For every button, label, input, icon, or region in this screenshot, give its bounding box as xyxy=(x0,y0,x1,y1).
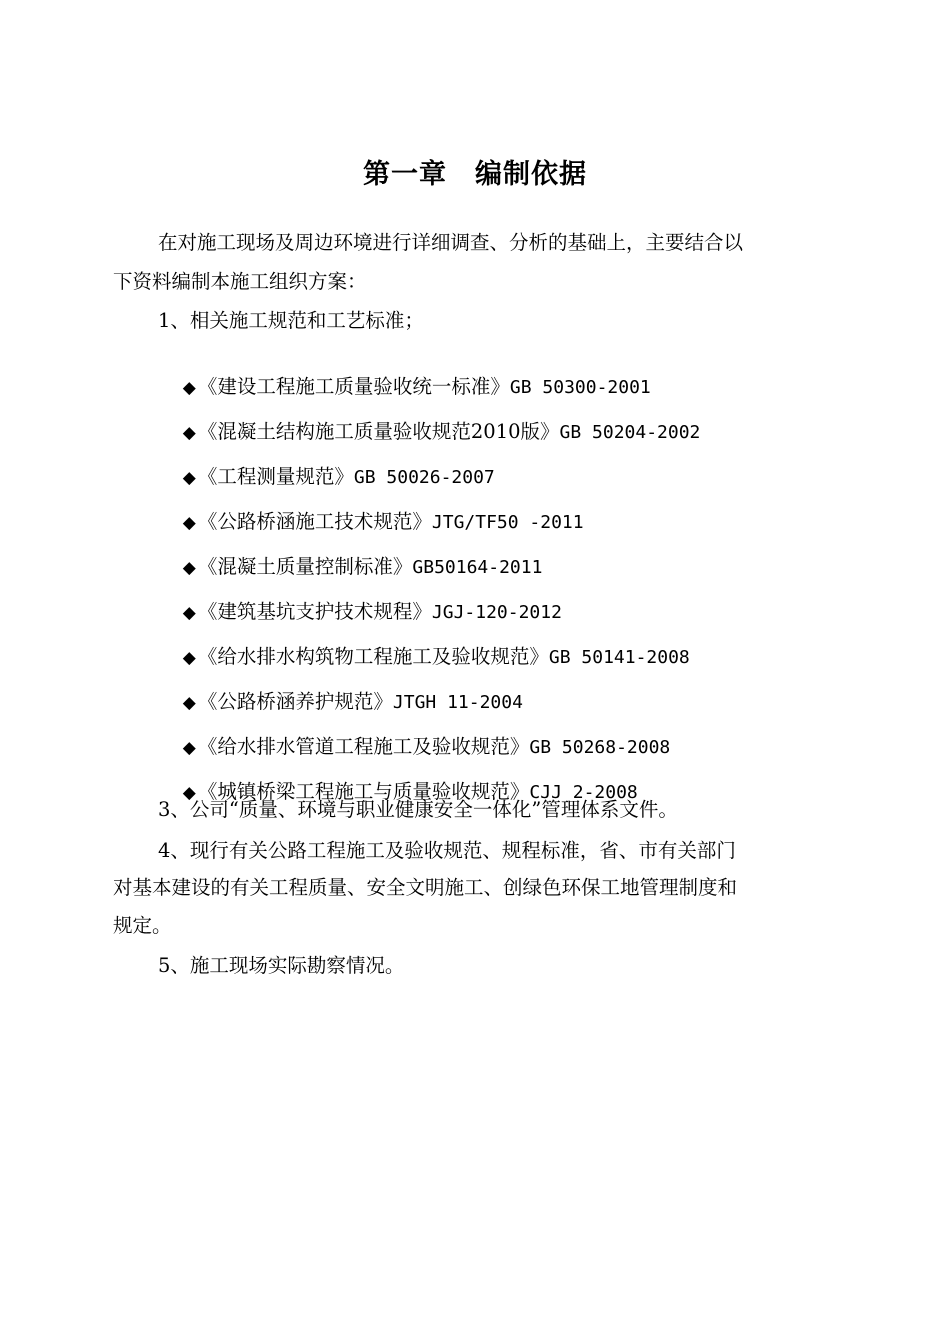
section-4-line-3: 规定。 xyxy=(113,914,172,937)
diamond-bullet-icon: ◆ xyxy=(182,513,196,533)
standard-code: GB 50026-2007 xyxy=(353,467,495,488)
section-4-line-1: 4、现行有关公路工程施工及验收规范、规程标准，省、市有关部门 xyxy=(158,839,736,862)
standard-name: 《公路桥涵施工技术规范》 xyxy=(197,510,432,533)
intro-line-1: 在对施工现场及周边环境进行详细调查、分析的基础上，主要结合以 xyxy=(158,231,744,254)
diamond-bullet-icon: ◆ xyxy=(182,648,196,668)
section-4-line-2: 对基本建设的有关工程质量、安全文明施工、创绿色环保工地管理制度和 xyxy=(113,876,738,899)
standard-code: JTG/TF50 -2011 xyxy=(431,512,584,533)
diamond-bullet-icon: ◆ xyxy=(182,603,196,623)
section-5-text: 5、施工现场实际勘察情况。 xyxy=(158,954,405,977)
diamond-bullet-icon: ◆ xyxy=(182,738,196,758)
section-3-text: 3、公司“质量、环境与职业健康安全一体化”管理体系文件。 xyxy=(158,798,678,821)
standard-name: 《混凝土结构施工质量验收规范2010版》 xyxy=(197,420,560,443)
standard-name: 《给水排水管道工程施工及验收规范》 xyxy=(197,735,530,758)
standard-name: 《建设工程施工质量验收统一标准》 xyxy=(197,375,510,398)
standard-code: JTGH 11-2004 xyxy=(392,692,523,713)
section-1-heading: 1、相关施工规范和工艺标准； xyxy=(158,309,424,332)
diamond-bullet-icon: ◆ xyxy=(182,423,196,443)
diamond-bullet-icon: ◆ xyxy=(182,693,196,713)
standard-name: 《城镇桥梁工程施工与质量验收规范》 xyxy=(197,780,530,803)
standard-code: GB 50268-2008 xyxy=(529,737,671,758)
chapter-title: 第一章 编制依据 xyxy=(363,159,587,190)
standard-name: 《工程测量规范》 xyxy=(197,465,354,488)
standard-code: GB 50141-2008 xyxy=(548,647,690,668)
diamond-bullet-icon: ◆ xyxy=(182,378,196,398)
standard-name: 《建筑基坑支护技术规程》 xyxy=(197,600,432,623)
diamond-bullet-icon: ◆ xyxy=(182,783,196,803)
standard-code: GB50164-2011 xyxy=(412,557,543,578)
diamond-bullet-icon: ◆ xyxy=(182,468,196,488)
standard-code: CJJ 2-2008 xyxy=(529,782,638,803)
standard-name: 《混凝土质量控制标准》 xyxy=(197,555,413,578)
standard-name: 《给水排水构筑物工程施工及验收规范》 xyxy=(197,645,549,668)
intro-line-2: 下资料编制本施工组织方案： xyxy=(113,270,367,293)
standard-code: GB 50300-2001 xyxy=(509,377,651,398)
standard-code: JGJ-120-2012 xyxy=(431,602,562,623)
diamond-bullet-icon: ◆ xyxy=(182,558,196,578)
standard-name: 《公路桥涵养护规范》 xyxy=(197,690,393,713)
standard-code: GB 50204-2002 xyxy=(559,422,701,443)
